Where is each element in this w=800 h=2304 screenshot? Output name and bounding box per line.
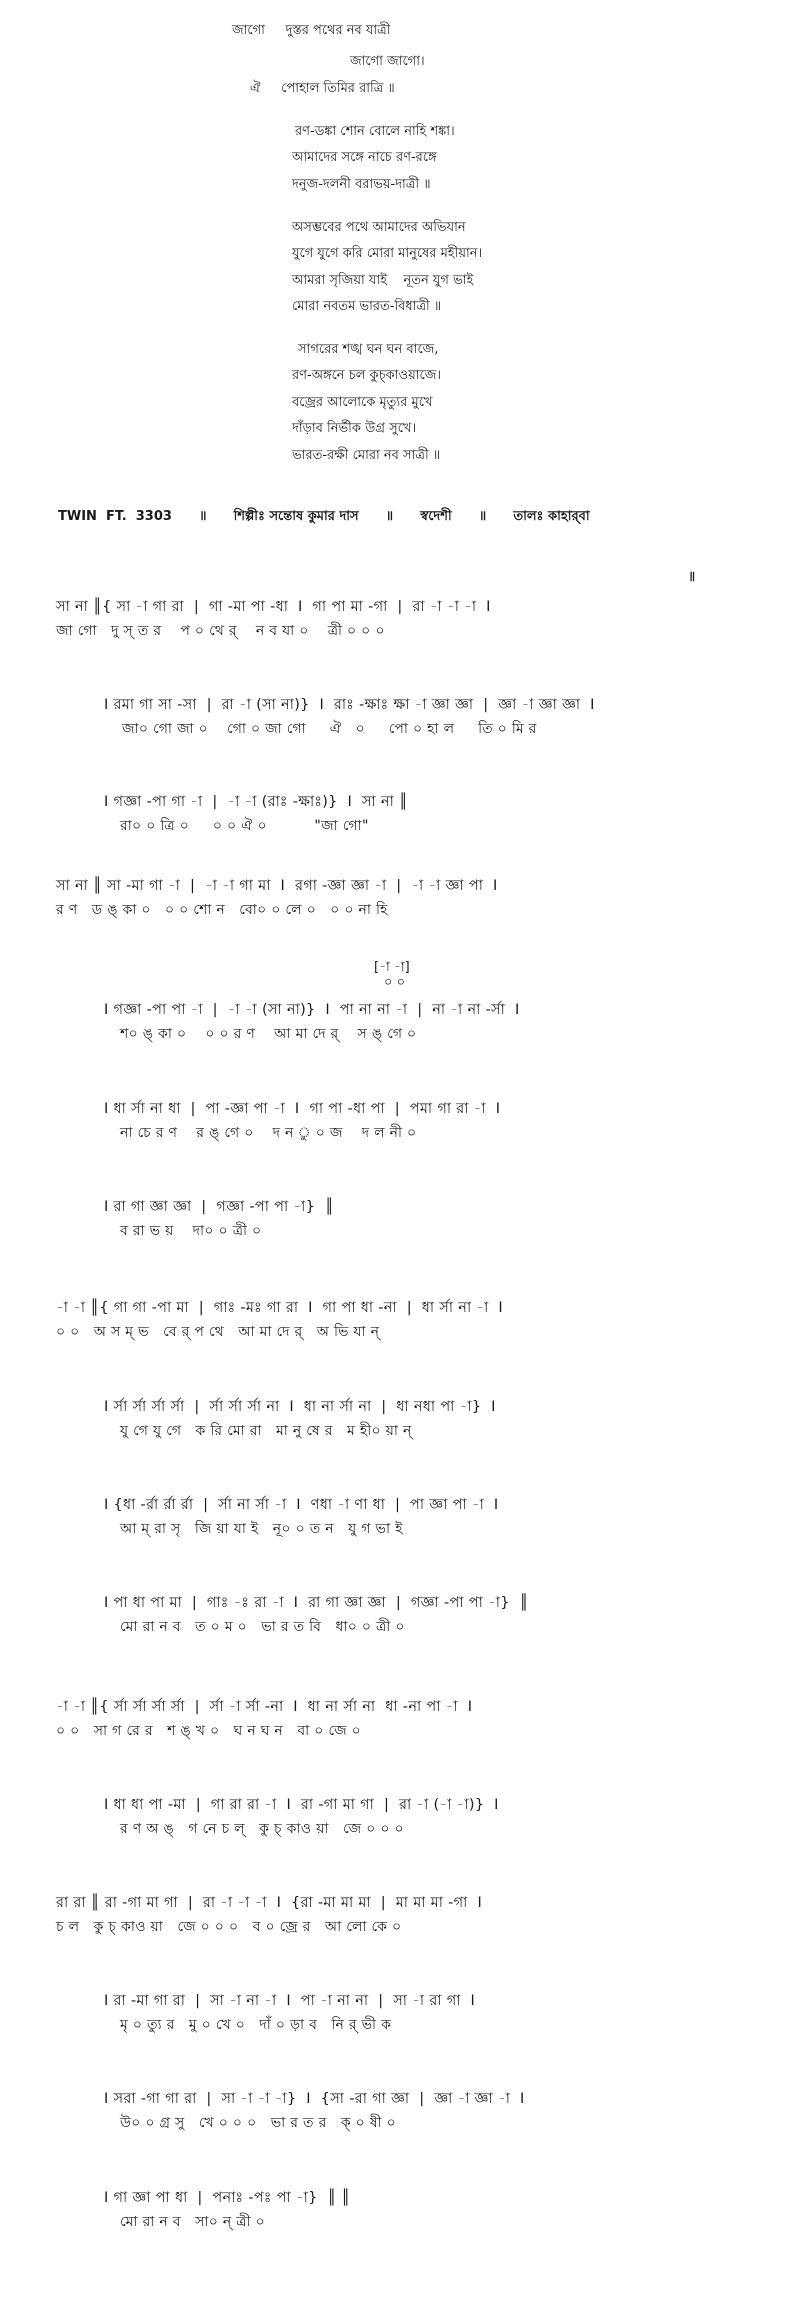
notation-line: I ধা ধা পা -মা | গা রা রা -া I রা -গা মা গা | রা -া (-া -া)} I bbox=[104, 1797, 499, 1813]
notation-line: I গা জ্ঞা পা ধা | পনাঃ -পঃ পা -া} ║ ║ bbox=[104, 2190, 351, 2206]
tala-mark: ৷৷ bbox=[690, 569, 695, 585]
text-line: উ০ ০ গ্র সু খে ০ ০ ০ ভা র ত র ক্ ০ ষী ০ bbox=[120, 2115, 397, 2131]
text-line: র ণ ড ঙ্ কা ০ ০ ০ শো ন বো০ ০ লে ০ ০ ০ না হি bbox=[56, 902, 388, 918]
lyric-line: সাগরের শঙ্খ ঘন ঘন বাজে, bbox=[298, 342, 439, 357]
lyric-line: মোরা নবতম ভারত-বিধাত্রী ॥ bbox=[292, 299, 442, 314]
lyric-line: দাঁড়াব নির্ভীক উগ্র সুখে। bbox=[292, 421, 417, 436]
lyric-line: জাগো জাগো। bbox=[350, 54, 425, 69]
notation-line: I র্সা র্সা র্সা র্সা | র্সা র্সা র্সা না I ধা না র্সা না | ধা নধা পা -া} I bbox=[104, 1399, 496, 1415]
lyric-line: অসম্ভবের পথে আমাদের অভিযান bbox=[292, 220, 466, 235]
text-line: ০ ০ অ স ম্ ভ বে র্ প থে আ মা দে র্ অ ভি যা ন্ bbox=[56, 1324, 380, 1340]
notation-line: I রমা গা সা -সা | রা -া (সা না)} I রাঃ -ক্ষাঃ ক্ষা -া জ্ঞা জ্ঞা | জ্ঞা -া জ্ঞা জ্ঞা I bbox=[104, 697, 595, 713]
record-header: TWIN FT. 3303 ॥ শিল্পীঃ সন্তোষ কুমার দাস ॥ স্বদেশী ॥ তালঃ কাহার্‌বা bbox=[58, 509, 590, 524]
notation-line: সা না ║ সা -মা গা -া | -া -া গা মা I রগা -জ্ঞা জ্ঞা -া | -া -া জ্ঞা পা I bbox=[56, 878, 498, 894]
lyric-line: দনুজ-দলনী বরাভয়-দাত্রী ॥ bbox=[292, 177, 431, 192]
notation-line: I গজ্ঞা -পা গা -া | -া -া (রাঃ -ক্ষাঃ)} I সা না ║ bbox=[104, 794, 409, 810]
notation-line: -া -া ║{ গা গা -পা মা | গাঃ -মঃ গা রা I গা পা ধা -না | ধা র্সা না -া I bbox=[56, 1300, 503, 1316]
notation-line: I পা ধা পা মা | গাঃ -ঃ রা -া I রা গা জ্ঞা জ্ঞা | গজ্ঞা -পা পা -া} ║ bbox=[104, 1595, 529, 1611]
notation-line: I রা গা জ্ঞা জ্ঞা | গজ্ঞা -পা পা -া} ║ bbox=[104, 1199, 335, 1215]
text-line: ব রা ভ য় দা০ ০ ত্রী ০ bbox=[120, 1223, 262, 1239]
text-line: র ণ অ ঙ্ গ নে চ ল্ কু চ্ কাও য়া জে ০ ০ ০ bbox=[120, 1821, 404, 1837]
notation-line: -া -া ║{ র্সা র্সা র্সা র্সা | র্সা -া র্সা -না I ধা না র্সা না ধা -না পা -া I bbox=[56, 1699, 473, 1715]
text-line: আ ম্ রা সৃ জি য়া যা ই নূ০ ০ ত ন যু গ ভা ই bbox=[120, 1521, 403, 1537]
lyric-line: বজ্রের আলোকে মৃত্যুর মুখে bbox=[292, 395, 433, 410]
notation-line: I গজ্ঞা -পা পা -া | -া -া (সা না)} I পা না না -া | না -া না -র্সা I bbox=[104, 1002, 520, 1018]
lyric-line: রণ-অঙ্গনে চল কুচ্‌কাওয়াজে। bbox=[292, 368, 442, 383]
text-line: মো রা ন ব সা০ ন্ ত্রী ০ bbox=[120, 2214, 266, 2230]
lyric-line: যুগে যুগে করি মোরা মানুষের মহীয়ান। bbox=[292, 246, 483, 261]
text-line: রা০ ০ ত্রি ০ ০ ০ ঐ ০ "জা গো" bbox=[120, 818, 369, 834]
text-line: শ০ ঙ্ কা ০ ০ ০ র ণ আ মা দে র্ স ঙ্ গে ০ bbox=[120, 1026, 417, 1042]
text-line: মৃ ০ ত্যু র মু ০ খে ০ দাঁ ০ ড়া ব নি র্ ভী ক bbox=[120, 2017, 392, 2033]
lyric-line: আমাদের সঙ্গে নাচে রণ-রঙ্গে bbox=[292, 150, 437, 165]
bracket-note: [-া -া] bbox=[374, 960, 410, 975]
text-line: জা গো দু স্ ত র প ০ থে র্ ন ব যা ০ ত্রী ০ ০ ০ bbox=[56, 623, 385, 639]
bracket-circles: ০ ০ bbox=[384, 975, 406, 990]
lyric-line: রণ-ডঙ্কা শোন বোলে নাহি শঙ্কা। bbox=[295, 124, 455, 139]
notation-line: সা না ║{ সা -া গা রা | গা -মা পা -ধা I গা পা মা -গা | রা -া -া -া I bbox=[56, 599, 491, 615]
lyric-line: ঐ পোহাল তিমির রাত্রি ॥ bbox=[250, 81, 395, 96]
lyric-line: আমরা সৃজিয়া যাই নূতন যুগ ভাই bbox=[292, 273, 474, 288]
text-line: ০ ০ সা গ রে র শ ঙ্ খ ০ ঘ ন ঘ ন বা ০ জে ০ bbox=[56, 1723, 362, 1739]
text-line: না চে র ণ র ঙ্ গে ০ দ ন ু ০ জ দ ল নী ০ bbox=[120, 1125, 417, 1141]
text-line: জা০ গো জা ০ গো ০ জা গো ঐ ০ পো ০ হা ল তি ০ মি র bbox=[122, 721, 537, 737]
lyric-line: জাগো দুস্তর পথের নব যাত্রী bbox=[232, 23, 391, 38]
text-line: চ ল কু চ্ কাও য়া জে ০ ০ ০ ব ০ জ্রে র আ লো কে ০ bbox=[56, 1919, 402, 1935]
notation-line: I ধা র্সা না ধা | পা -জ্ঞা পা -া I গা পা -ধা পা | পমা গা রা -া I bbox=[104, 1101, 501, 1117]
notation-line: I {ধা -র্রা র্রা র্রা | র্সা না র্সা -া I ণধা -া ণা ধা | পা জ্ঞা পা -া I bbox=[104, 1497, 499, 1513]
text-line: যু গে যু গে ক রি মো রা মা নু ষে র ম হী০ য়া ন্ bbox=[120, 1423, 412, 1439]
notation-line: I রা -মা গা রা | সা -া না -া I পা -া না না | সা -া রা গা I bbox=[104, 1993, 476, 2009]
notation-line: রা রা ║ রা -গা মা গা | রা -া -া -া I {রা -মা মা মা | মা মা মা -গা I bbox=[56, 1895, 483, 1911]
text-line: মো রা ন ব ত ০ ম ০ ভা র ত বি ধা০ ০ ত্রী ০ bbox=[120, 1619, 405, 1635]
lyric-line: ভারত-রক্ষী মোরা নব সাত্রী ॥ bbox=[292, 448, 441, 463]
notation-line: I সরা -গা গা রা | সা -া -া -া} I {সা -রা গা জ্ঞা | জ্ঞা -া জ্ঞা -া I bbox=[104, 2091, 525, 2107]
